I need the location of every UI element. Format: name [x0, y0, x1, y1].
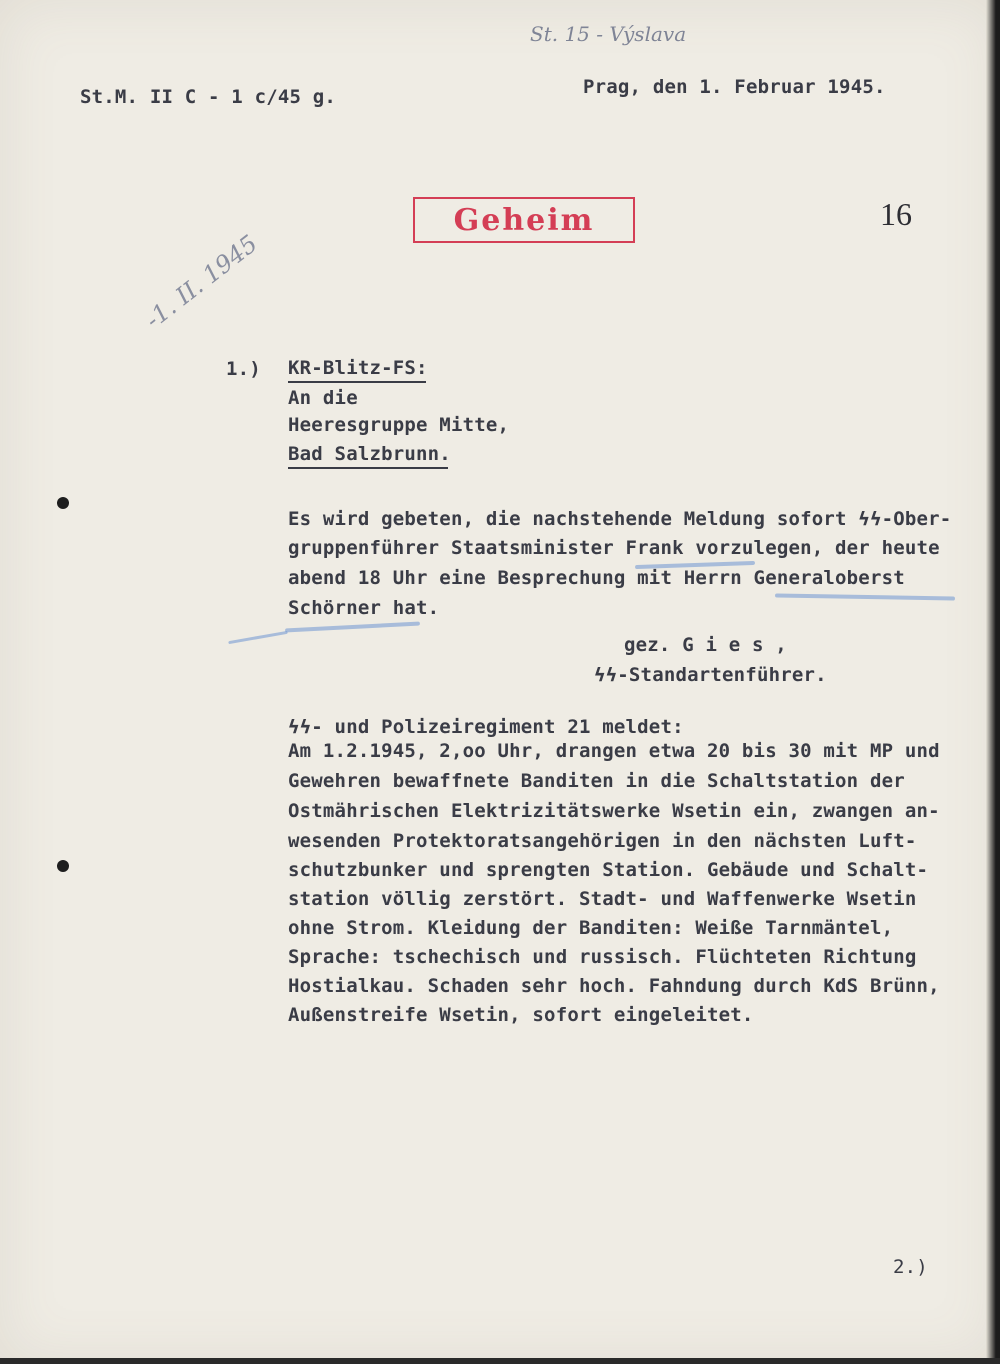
- address-line-2: An die: [288, 387, 358, 409]
- blue-pencil-mark: [775, 593, 955, 600]
- reference-number: St.M. II C - 1 c/45 g.: [80, 86, 337, 108]
- address-line-4: Bad Salzbrunn.: [288, 443, 451, 465]
- page-edge-shadow: [986, 0, 1000, 1364]
- report-line-4: Ostmährischen Elektrizitätswerke Wsetin ein, zwangen an-: [288, 800, 940, 822]
- secret-stamp-text: Geheim: [453, 202, 595, 238]
- secret-stamp: [413, 197, 635, 243]
- report-line-6: schutzbunker und sprengten Station. Gebäude und Schalt-: [288, 859, 929, 881]
- address-line-1: KR-Blitz-FS:: [288, 357, 428, 379]
- report-line-1: ϟϟ- und Polizeiregiment 21 meldet:: [288, 716, 684, 738]
- report-line-11: Außenstreife Wsetin, sofort eingeleitet.: [288, 1004, 754, 1026]
- address-line-1-underline: [288, 381, 426, 383]
- received-date-mark: -1. II. 1945: [140, 229, 263, 335]
- request-line-1: Es wird gebeten, die nachstehende Meldung sofort ϟϟ-Ober-: [288, 508, 952, 530]
- request-line-3: abend 18 Uhr eine Besprechung mit Herrn Generaloberst: [288, 567, 905, 589]
- report-line-10: Hostialkau. Schaden sehr hoch. Fahndung durch KdS Brünn,: [288, 975, 940, 997]
- address-line-3: Heeresgruppe Mitte,: [288, 414, 510, 436]
- report-line-9: Sprache: tschechisch und russisch. Flüchteten Richtung: [288, 946, 917, 968]
- report-line-5: wesenden Protektoratsangehörigen in den nächsten Luft-: [288, 830, 917, 852]
- folio-number: 16: [880, 196, 912, 232]
- punch-hole: [57, 497, 69, 509]
- request-line-2: gruppenführer Staatsminister Frank vorzulegen, der heute: [288, 537, 940, 559]
- page-edge-bottom: [0, 1358, 1000, 1364]
- place-date: Prag, den 1. Februar 1945.: [583, 76, 886, 98]
- signature-name: gez. G i e s ,: [624, 634, 787, 656]
- report-line-3: Gewehren bewaffnete Banditen in die Schaltstation der: [288, 770, 905, 792]
- report-line-7: station völlig zerstört. Stadt- und Waffenwerke Wsetin: [288, 888, 917, 910]
- address-line-4-underline: [288, 467, 448, 469]
- report-line-2: Am 1.2.1945, 2,oo Uhr, drangen etwa 20 bis 30 mit MP und: [288, 740, 940, 762]
- report-line-8: ohne Strom. Kleidung der Banditen: Weiße Tarnmäntel,: [288, 917, 894, 939]
- request-line-4: Schörner hat.: [288, 597, 440, 619]
- section-number: 1.): [226, 358, 261, 380]
- handwritten-annotation: St. 15 - Výslava: [530, 22, 687, 46]
- blue-pencil-mark: [285, 621, 420, 632]
- blue-pencil-mark: [228, 631, 288, 644]
- continuation-mark: 2.): [893, 1256, 928, 1278]
- signature-rank: ϟϟ-Standartenführer.: [594, 664, 827, 686]
- punch-hole: [57, 860, 69, 872]
